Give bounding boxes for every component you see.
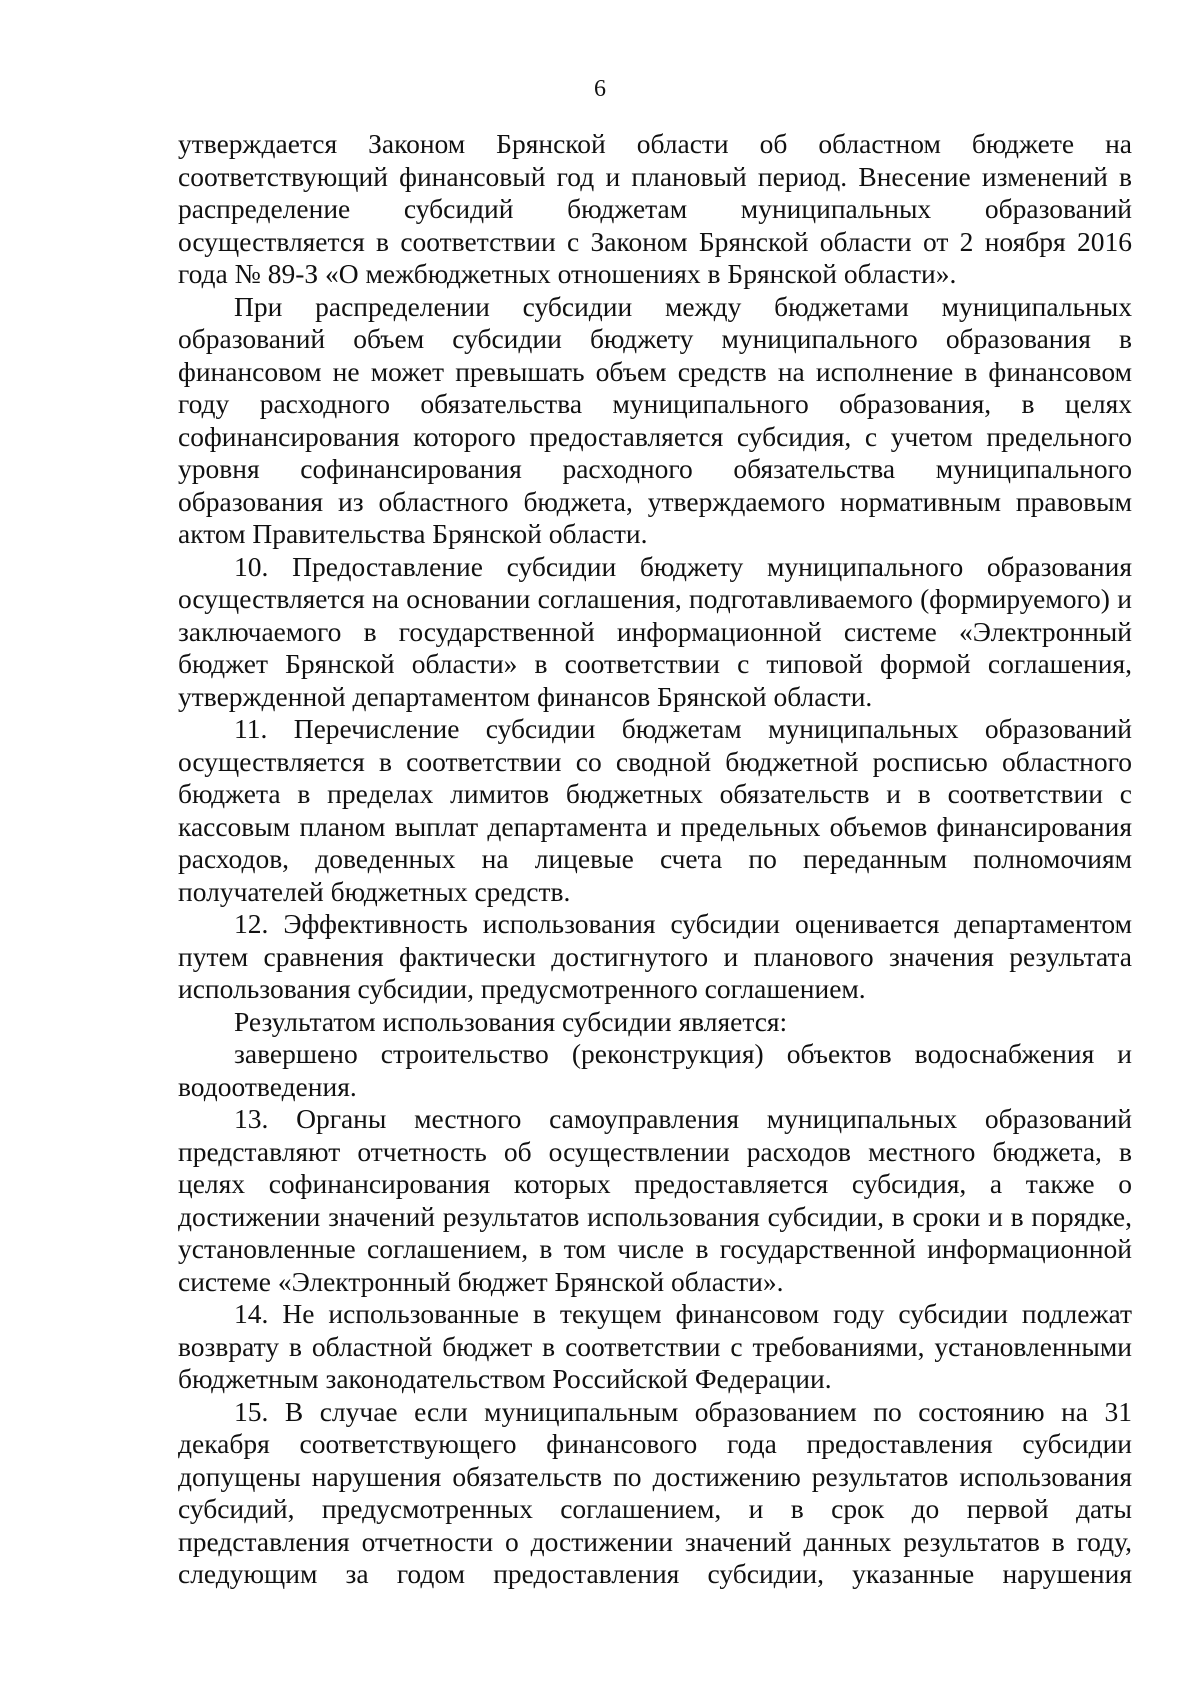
paragraph: При распределении субсидии между бюджетами муниципальных образований объем субсидии бюджету муниципального образования в финансовом не может превышать объем средств на исполнение в финансовом году расходного обязательства муниципального образования, в целях софинансирования которого предоставляется субсидия, с учетом предельного уровня софинансирования расходного обязательства муниципального образования из областного бюджета, утверждаемого нормативным правовым актом Правительства Брянской области. [178, 290, 1132, 549]
paragraph: Результатом использования субсидии является: [234, 1005, 788, 1037]
paragraph: 14. Не использованные в текущем финансовом году субсидии подлежат возврату в областной бюджет в соответствии с требованиями, установленными бюджетным законодательством Российской Федерации. [178, 1298, 1132, 1394]
paragraph: завершено строительство (реконструкция) объектов водоснабжения и водоотведения. [178, 1038, 1132, 1102]
paragraph: 11. Перечисление субсидии бюджетам муниципальных образований осуществляется в соответствии со сводной бюджетной росписью областного бюджета в пределах лимитов бюджетных обязательств и в соответствии с кассовым планом выплат департамента и предельных объемов финансирования расходов, доведенных на лицевые счета по переданным полномочиям получателей бюджетных средств. [178, 713, 1132, 907]
paragraph: 15. В случае если муниципальным образованием по состоянию на 31 декабря соответствующего финансового года предоставления субсидии допущены нарушения обязательств по достижению результатов использования субсидий, предусмотренных соглашением, и в срок до первой даты представления отчетности о достижении значений данных результатов в году, следующим за годом предоставления субсидии, указанные нарушения [178, 1395, 1132, 1589]
paragraph: утверждается Законом Брянской области об областном бюджете на соответствующий финансовый год и плановый период. Внесение изменений в распределение субсидий бюджетам муниципальных образований осуществляется в соответствии с Законом Брянской области от 2 ноября 2016 года № 89-З «О межбюджетных отношениях в Брянской области». [178, 128, 1132, 289]
page-number: 6 [594, 76, 606, 102]
document-body [178, 128, 1132, 1591]
paragraph: 10. Предоставление субсидии бюджету муниципального образования осуществляется на основании соглашения, подготавливаемого (формируемого) и заключаемого в государственной информационной системе «Электронный бюджет Брянской области» в соответствии с типовой формой соглашения, утвержденной департаментом финансов Брянской области. [178, 550, 1132, 712]
paragraph: 12. Эффективность использования субсидии оценивается департаментом путем сравнения фактически достигнутого и планового значения результата использования субсидии, предусмотренного соглашением. [178, 908, 1132, 1004]
paragraph: 13. Органы местного самоуправления муниципальных образований представляют отчетность об осуществлении расходов местного бюджета, в целях софинансирования которых предоставляется субсидия, а также о достижении значений результатов использования субсидии, в сроки и в порядке, установленные соглашением, в том числе в государственной информационной системе «Электронный бюджет Брянской области». [178, 1103, 1132, 1297]
